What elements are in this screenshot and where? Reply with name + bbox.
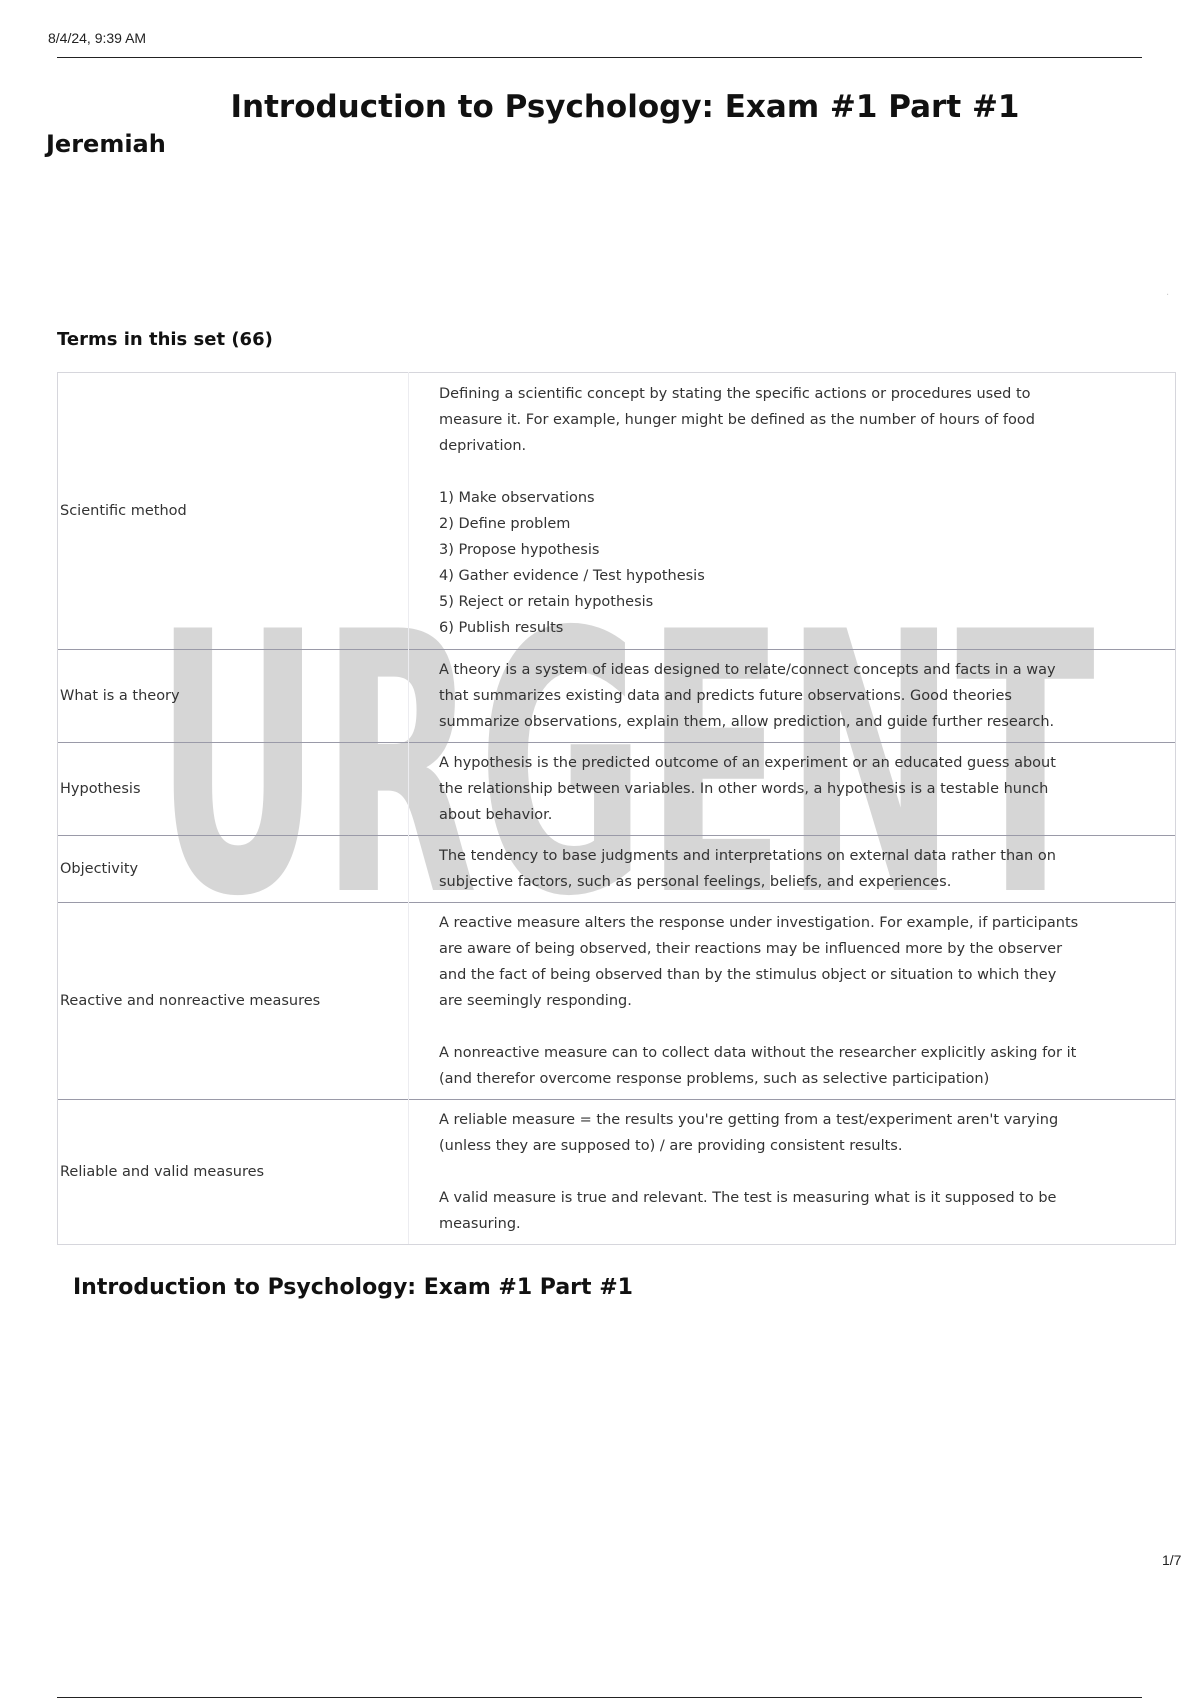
- definition-line: A valid measure is true and relevant. The test is measuring what is it supposed to be: [439, 1190, 1057, 1206]
- term-cell: Scientific method: [58, 373, 409, 650]
- term-cell: Reactive and nonreactive measures: [58, 903, 409, 1100]
- definition-line: (unless they are supposed to) / are providing consistent results.: [439, 1138, 903, 1154]
- definition-line: A nonreactive measure can to collect data without the researcher explicitly asking for it: [439, 1045, 1077, 1061]
- definition-line: A theory is a system of ideas designed to relate/connect concepts and facts in a way: [439, 662, 1056, 678]
- watermark-text: URGENT: [155, 560, 1097, 930]
- definition-line: the relationship between variables. In other words, a hypothesis is a testable hunch: [439, 781, 1049, 797]
- print-timestamp: 8/4/24, 9:39 AM: [48, 30, 147, 46]
- definition-line: that summarizes existing data and predicts future observations. Good theories: [439, 688, 1012, 704]
- definition-cell: [409, 903, 1176, 1100]
- definition-line: about behavior.: [439, 807, 553, 823]
- definition-cell: [409, 373, 1176, 650]
- definition-cell: [409, 650, 1176, 743]
- definition-cell: [409, 743, 1176, 836]
- definition-line: measure it. For example, hunger might be defined as the number of hours of food: [439, 412, 1035, 428]
- definition-line: A reactive measure alters the response under investigation. For example, if participants: [439, 915, 1079, 931]
- section-title: Introduction to Psychology: Exam #1 Part #1: [73, 1275, 633, 1300]
- page-title: Introduction to Psychology: Exam #1 Part #1: [230, 89, 1020, 125]
- definition-line: summarize observations, explain them, allow prediction, and guide further research.: [439, 714, 1055, 730]
- term-cell: What is a theory: [58, 650, 409, 743]
- terms-table: [57, 372, 1176, 1245]
- author-name: Jeremiah: [46, 130, 166, 158]
- definition-line: are aware of being observed, their reactions may be influenced more by the observer: [439, 941, 1063, 957]
- term-cell: Hypothesis: [58, 743, 409, 836]
- decorative-dot: ·: [1166, 290, 1170, 301]
- term-cell: Reliable and valid measures: [58, 1100, 409, 1245]
- definition-line: subjective factors, such as personal feelings, beliefs, and experiences.: [439, 874, 952, 890]
- definition-line: A hypothesis is the predicted outcome of an experiment or an educated guess about: [439, 755, 1056, 771]
- definition-line: (and therefor overcome response problems, such as selective participation): [439, 1071, 990, 1087]
- definition-cell: [409, 836, 1176, 903]
- step-item: 6) Publish results: [439, 620, 564, 636]
- definition-line: measuring.: [439, 1216, 521, 1232]
- table-row: [58, 373, 1176, 650]
- definition-line: A reliable measure = the results you're getting from a test/experiment aren't varying: [439, 1112, 1059, 1128]
- steps-list: [439, 485, 1135, 641]
- step-item: 4) Gather evidence / Test hypothesis: [439, 568, 705, 584]
- terms-count-heading: Terms in this set (66): [57, 329, 273, 350]
- table-row: [58, 903, 1176, 1100]
- definition-line: The tendency to base judgments and interpretations on external data rather than on: [439, 848, 1056, 864]
- definition-line: deprivation.: [439, 438, 527, 454]
- page-number: 1/7: [1162, 1552, 1182, 1568]
- table-row: [58, 650, 1176, 743]
- table-row: [58, 1100, 1176, 1245]
- definition-line: Defining a scientific concept by stating the specific actions or procedures used to: [439, 386, 1031, 402]
- header-divider: [57, 57, 1142, 58]
- definition-cell: [409, 1100, 1176, 1245]
- footer-divider: [57, 1697, 1142, 1698]
- step-item: 2) Define problem: [439, 516, 571, 532]
- step-item: 1) Make observations: [439, 490, 595, 506]
- table-row: [58, 836, 1176, 903]
- term-cell: Objectivity: [58, 836, 409, 903]
- definition-line: are seemingly responding.: [439, 993, 632, 1009]
- step-item: 3) Propose hypothesis: [439, 542, 600, 558]
- table-row: [58, 743, 1176, 836]
- step-item: 5) Reject or retain hypothesis: [439, 594, 654, 610]
- definition-line: and the fact of being observed than by the stimulus object or situation to which they: [439, 967, 1057, 983]
